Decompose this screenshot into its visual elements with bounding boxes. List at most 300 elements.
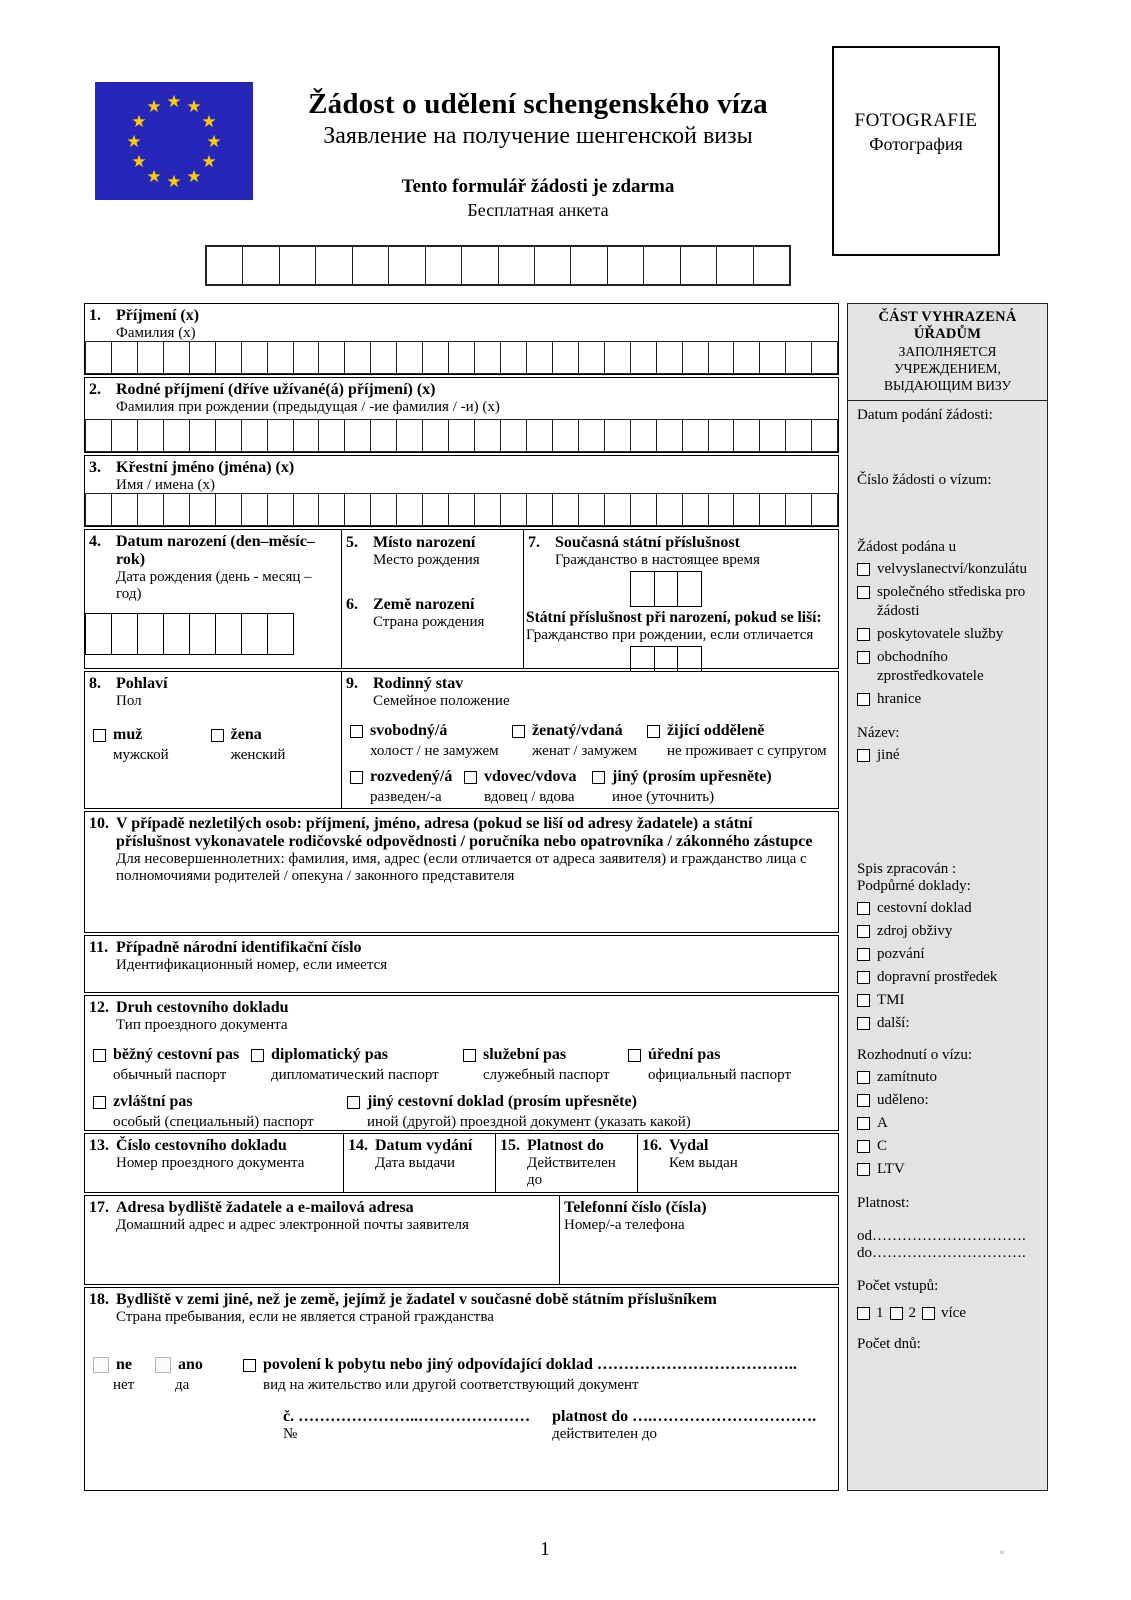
- number-of-days-label: Počet dnů:: [857, 1336, 921, 1352]
- option-label-russian: женский: [230, 747, 286, 763]
- character-cell[interactable]: [163, 614, 189, 654]
- common-centre-checkbox[interactable]: [857, 586, 870, 599]
- no-checkbox[interactable]: [93, 1357, 109, 1373]
- residence-permit-option: [243, 1356, 797, 1394]
- character-cell[interactable]: [630, 342, 656, 373]
- field-label-russian: Семейное положение: [373, 693, 510, 709]
- field-label-russian: Номер/-а телефона: [564, 1217, 685, 1233]
- character-cell[interactable]: [370, 494, 396, 525]
- official-use-sidebar: [847, 303, 1048, 1491]
- option-label: zamítnuto: [877, 1069, 937, 1085]
- option-label-russian: официальный паспорт: [648, 1067, 792, 1083]
- fields-4-7-birth-nationality: [84, 529, 839, 669]
- character-cell[interactable]: [163, 494, 189, 525]
- field-label-czech: Adresa bydliště žadatele a e-mailová adresa: [116, 1199, 414, 1216]
- nationality-at-birth-label-czech: Státní příslušnost při narození, pokud se liší:: [526, 609, 822, 626]
- field-number: 4.: [89, 533, 101, 550]
- character-cell[interactable]: [474, 494, 500, 525]
- svg-text:★: ★: [206, 132, 222, 152]
- application-number-label: Číslo žádosti o vízum:: [857, 472, 992, 488]
- character-cell[interactable]: [682, 342, 708, 373]
- visa-ltv-checkbox[interactable]: [857, 1163, 870, 1176]
- option-label-czech: ano: [178, 1356, 203, 1373]
- minors-input-area[interactable]: [85, 896, 838, 932]
- valid-from-entry[interactable]: od………………………….: [857, 1228, 1026, 1244]
- character-cell[interactable]: [630, 420, 656, 451]
- character-cell[interactable]: [241, 420, 267, 451]
- address-input-area[interactable]: [85, 1254, 559, 1284]
- birth-surname-character-boxes[interactable]: [85, 419, 838, 452]
- residence-permit-checkbox[interactable]: [243, 1359, 256, 1372]
- character-cell[interactable]: [474, 420, 500, 451]
- travel-document-checkbox[interactable]: [857, 902, 870, 915]
- lodged-option-service-provider: [857, 625, 1041, 644]
- character-cell[interactable]: [682, 494, 708, 525]
- option-label-czech: jiný (prosím upřesněte): [612, 768, 772, 785]
- refused-checkbox[interactable]: [857, 1071, 870, 1084]
- character-cell[interactable]: [604, 494, 630, 525]
- character-cell[interactable]: [656, 342, 682, 373]
- other-lodged-checkbox[interactable]: [857, 749, 870, 762]
- option-label-czech: úřední pas: [648, 1046, 721, 1063]
- character-cell[interactable]: [137, 342, 163, 373]
- option-label-russian: служебный паспорт: [483, 1067, 610, 1083]
- character-cell[interactable]: [500, 494, 526, 525]
- character-cell[interactable]: [242, 247, 278, 284]
- field-4-date-of-birth: [85, 530, 341, 668]
- embassy-checkbox[interactable]: [857, 563, 870, 576]
- commercial-intermediary-checkbox[interactable]: [857, 651, 870, 664]
- character-cell[interactable]: [552, 420, 578, 451]
- character-cell[interactable]: [759, 342, 785, 373]
- character-cell[interactable]: [163, 342, 189, 373]
- option-label: A: [877, 1115, 888, 1131]
- character-cell[interactable]: [293, 420, 319, 451]
- character-cell[interactable]: [811, 420, 837, 451]
- field-number: 11.: [89, 939, 109, 956]
- doc-option-official-passport: [628, 1046, 791, 1084]
- field-label-czech: V případě nezletilých osob: příjmení, jméno, adresa (pokud se liší od adresy žadatele) a státní příslušnost vykonavatele rodičovské odpovědnosti / poručníka nebo opatrovníka / zákonného zástupce: [116, 815, 813, 850]
- character-cell[interactable]: [352, 247, 388, 284]
- character-cell[interactable]: [785, 494, 811, 525]
- field-11-national-id: [84, 935, 839, 993]
- field-number: 9.: [346, 675, 358, 692]
- character-cell[interactable]: [279, 247, 315, 284]
- page-number: 1: [540, 1538, 550, 1560]
- border-checkbox[interactable]: [857, 693, 870, 706]
- character-cell[interactable]: [656, 494, 682, 525]
- field-number: 17.: [89, 1199, 109, 1216]
- separated-checkbox[interactable]: [647, 725, 660, 738]
- marital-option-other: [592, 768, 772, 806]
- photo-label-russian: Фотография: [869, 134, 963, 154]
- eu-flag-image: [95, 82, 253, 200]
- character-cell[interactable]: [422, 342, 448, 373]
- character-cell[interactable]: [344, 494, 370, 525]
- field-label-czech: Číslo cestovního dokladu: [116, 1137, 287, 1154]
- field-label-russian: Пол: [116, 693, 142, 709]
- character-cell[interactable]: [422, 494, 448, 525]
- character-cell[interactable]: [215, 614, 241, 654]
- field-9-marital-status: [341, 672, 838, 808]
- field-10-minors: [84, 811, 839, 933]
- option-label-russian: да: [175, 1377, 190, 1393]
- character-cell[interactable]: [86, 420, 111, 451]
- character-cell[interactable]: [370, 342, 396, 373]
- name-label: Název:: [857, 725, 900, 741]
- option-label-czech: povolení k pobytu nebo jiný odpovídající doklad ………………………………..: [263, 1356, 797, 1373]
- character-cell[interactable]: [86, 614, 111, 654]
- character-cell[interactable]: [759, 420, 785, 451]
- svg-text:★: ★: [186, 97, 202, 117]
- character-cell[interactable]: [578, 342, 604, 373]
- character-cell[interactable]: [189, 342, 215, 373]
- visa-c-checkbox[interactable]: [857, 1140, 870, 1153]
- application-date-label: Datum podání žádosti:: [857, 407, 993, 423]
- married-checkbox[interactable]: [512, 725, 525, 738]
- free-form-note-czech: Tento formulář žádosti je zdarma: [401, 176, 675, 197]
- widowed-checkbox[interactable]: [464, 771, 477, 784]
- female-checkbox[interactable]: [211, 729, 224, 742]
- character-cell[interactable]: [241, 342, 267, 373]
- character-cell[interactable]: [388, 247, 424, 284]
- field-label-russian: Место рождения: [373, 552, 480, 568]
- character-cell[interactable]: [474, 342, 500, 373]
- single-checkbox[interactable]: [350, 725, 363, 738]
- character-cell[interactable]: [370, 420, 396, 451]
- character-cell[interactable]: [811, 342, 837, 373]
- character-cell[interactable]: [708, 342, 734, 373]
- option-label-czech: muž: [113, 726, 143, 743]
- character-cell[interactable]: [578, 420, 604, 451]
- field-number: 15.: [500, 1137, 520, 1154]
- invitation-checkbox[interactable]: [857, 948, 870, 961]
- one-entry-checkbox[interactable]: [857, 1307, 870, 1320]
- field-label-czech: Datum vydání: [375, 1137, 473, 1154]
- field-8-sex: [85, 672, 341, 808]
- character-cell[interactable]: [708, 420, 734, 451]
- special-passport-checkbox[interactable]: [93, 1096, 106, 1109]
- doc-option-other-document: [347, 1093, 691, 1131]
- option-label-czech: diplomatický pas: [271, 1046, 388, 1063]
- character-cell[interactable]: [267, 494, 293, 525]
- character-cell[interactable]: [267, 614, 293, 654]
- character-cell[interactable]: [163, 420, 189, 451]
- divorced-checkbox[interactable]: [350, 771, 363, 784]
- option-label-russian: женат / замужем: [532, 743, 638, 759]
- character-cell[interactable]: [759, 494, 785, 525]
- option-label: hranice: [877, 691, 922, 707]
- character-cell[interactable]: [708, 494, 734, 525]
- character-cell[interactable]: [500, 342, 526, 373]
- character-cell[interactable]: [785, 342, 811, 373]
- field-label-russian: Дата рождения (день - месяц – год): [116, 569, 312, 602]
- character-cell[interactable]: [189, 614, 215, 654]
- visa-a-checkbox[interactable]: [857, 1117, 870, 1130]
- character-cell[interactable]: [137, 494, 163, 525]
- option-label: velvyslanectví/konzulátu: [877, 561, 1027, 577]
- character-cell[interactable]: [189, 420, 215, 451]
- decision-option-a: [857, 1114, 1041, 1133]
- character-cell[interactable]: [526, 420, 552, 451]
- character-cell[interactable]: [498, 247, 534, 284]
- character-cell[interactable]: [570, 247, 606, 284]
- field-label-russian: Страна рождения: [373, 614, 485, 630]
- svg-text:★: ★: [126, 132, 142, 152]
- lodged-option-other: [857, 746, 1041, 765]
- character-cell[interactable]: [785, 420, 811, 451]
- doc-option-travel-document: [857, 899, 1041, 918]
- field-1-surname: [84, 303, 839, 375]
- character-cell[interactable]: [267, 420, 293, 451]
- option-label-czech: ne: [116, 1356, 132, 1373]
- character-cell[interactable]: [111, 494, 137, 525]
- character-cell[interactable]: [318, 494, 344, 525]
- character-cell[interactable]: [448, 342, 474, 373]
- character-cell[interactable]: [677, 572, 701, 606]
- permit-number-label-czech: č. …………………..…………………: [283, 1408, 531, 1425]
- permit-validity-entry[interactable]: [552, 1408, 816, 1443]
- option-label: pozvání: [877, 946, 925, 962]
- other-document-checkbox[interactable]: [347, 1096, 360, 1109]
- sidebar-title-czech: ČÁST VYHRAZENÁ ÚŘADŮM: [878, 309, 1017, 342]
- character-cell[interactable]: [656, 420, 682, 451]
- marital-option-married: [512, 722, 647, 760]
- character-cell[interactable]: [811, 494, 837, 525]
- yes-checkbox[interactable]: [155, 1357, 171, 1373]
- field-number: 18.: [89, 1291, 109, 1308]
- character-cell[interactable]: [215, 342, 241, 373]
- male-checkbox[interactable]: [93, 729, 106, 742]
- field-number: 3.: [89, 459, 101, 476]
- field-label-russian: Дата выдачи: [375, 1155, 456, 1171]
- character-cell[interactable]: [753, 247, 789, 284]
- marital-option-separated: [647, 722, 827, 760]
- doc-option-special-passport: [93, 1093, 347, 1131]
- character-cell[interactable]: [425, 247, 461, 284]
- two-entries-checkbox[interactable]: [890, 1307, 903, 1320]
- character-cell[interactable]: [733, 494, 759, 525]
- option-label-czech: jiný cestovní doklad (prosím upřesněte): [367, 1093, 637, 1110]
- surname-character-boxes[interactable]: [85, 341, 838, 374]
- field-12-travel-document-type: [84, 995, 839, 1131]
- field-14-date-of-issue: [343, 1134, 495, 1192]
- field-7-nationality: [523, 530, 838, 668]
- ordinary-passport-checkbox[interactable]: [93, 1049, 106, 1062]
- field-label-czech: Křestní jméno (jména) (x): [116, 459, 295, 476]
- field-label-czech: Příjmení (x): [116, 307, 200, 324]
- character-cell[interactable]: [604, 420, 630, 451]
- character-cell[interactable]: [86, 342, 111, 373]
- character-cell[interactable]: [448, 420, 474, 451]
- field-label-czech: Vydal: [669, 1137, 709, 1154]
- field-label-russian: Кем выдан: [669, 1155, 738, 1171]
- character-cell[interactable]: [654, 572, 678, 606]
- svg-text:★: ★: [146, 167, 162, 187]
- character-cell[interactable]: [137, 614, 163, 654]
- option-label: LTV: [877, 1161, 905, 1177]
- permit-number-entry[interactable]: [283, 1408, 530, 1443]
- character-cell[interactable]: [241, 614, 267, 654]
- field-number: 14.: [348, 1137, 368, 1154]
- doc-option-invitation: [857, 945, 1041, 964]
- field-label-russian: Номер проездного документа: [116, 1155, 305, 1171]
- option-label-russian: обычный паспорт: [113, 1067, 227, 1083]
- validity-label: Platnost:: [857, 1195, 910, 1211]
- character-cell[interactable]: [207, 247, 242, 284]
- character-cell[interactable]: [111, 420, 137, 451]
- field-13-document-number: [85, 1134, 343, 1192]
- character-cell[interactable]: [396, 342, 422, 373]
- lodged-option-border: [857, 690, 1041, 709]
- character-cell[interactable]: [680, 247, 716, 284]
- nationality-at-birth-label-russian: Гражданство при рождении, если отличается: [526, 627, 814, 643]
- character-cell[interactable]: [733, 420, 759, 451]
- field-17-home-address: [85, 1196, 559, 1284]
- tmi-checkbox[interactable]: [857, 994, 870, 1007]
- character-cell[interactable]: [461, 247, 497, 284]
- marital-option-widowed: [464, 768, 592, 806]
- issued-checkbox[interactable]: [857, 1094, 870, 1107]
- character-cell[interactable]: [267, 342, 293, 373]
- character-cell[interactable]: [318, 342, 344, 373]
- character-cell[interactable]: [643, 247, 679, 284]
- sidebar-body: [848, 401, 1047, 1359]
- character-cell[interactable]: [604, 342, 630, 373]
- field-number: 2.: [89, 381, 101, 398]
- field-label-czech: Rodné příjmení (dříve užívané(á) příjmení) (x): [116, 381, 436, 398]
- field-label-russian: Фамилия при рождении (предыдущая / -ие фамилия / -и) (x): [116, 399, 500, 415]
- other-marital-checkbox[interactable]: [592, 771, 605, 784]
- option-label: více: [941, 1305, 966, 1321]
- character-cell[interactable]: [500, 420, 526, 451]
- character-cell[interactable]: [344, 420, 370, 451]
- option-label-russian: особый (специальный) паспорт: [113, 1114, 314, 1130]
- entries-options: [857, 1305, 1041, 1322]
- form-title-czech: Žádost o udělení schengenského víza: [308, 88, 768, 120]
- character-cell[interactable]: [86, 494, 111, 525]
- field-number: 8.: [89, 675, 101, 692]
- character-cell[interactable]: [293, 494, 319, 525]
- character-cell[interactable]: [215, 420, 241, 451]
- character-cell[interactable]: [448, 494, 474, 525]
- service-provider-checkbox[interactable]: [857, 628, 870, 641]
- character-cell[interactable]: [578, 494, 604, 525]
- date-of-birth-boxes[interactable]: [85, 613, 294, 655]
- decision-option-ltv: [857, 1160, 1041, 1179]
- lodged-option-embassy: [857, 560, 1041, 579]
- character-cell[interactable]: [396, 494, 422, 525]
- service-passport-checkbox[interactable]: [463, 1049, 476, 1062]
- field-label-czech: Datum narození (den–měsíc–rok): [116, 533, 315, 568]
- field-label-russian: Страна пребывания, если не является страной гражданства: [116, 1309, 494, 1325]
- file-handled-label: Spis zpracován :: [857, 861, 957, 877]
- option-label-russian: вид на жительство или другой соответствующий документ: [263, 1377, 639, 1393]
- field-label-czech: Bydliště v zemi jiné, než je země, jejímž je žadatel v současné době státním příslušníkem: [116, 1291, 717, 1308]
- main-form: [84, 303, 839, 1491]
- field-2-birth-surname: [84, 377, 839, 453]
- means-of-transport-checkbox[interactable]: [857, 971, 870, 984]
- field-label-russian: Гражданство в настоящее время: [555, 552, 760, 568]
- character-cell[interactable]: [111, 614, 137, 654]
- option-label-czech: žijící odděleně: [667, 722, 765, 739]
- national-id-input-area[interactable]: [85, 978, 838, 992]
- character-cell[interactable]: [344, 342, 370, 373]
- character-cell[interactable]: [293, 342, 319, 373]
- doc-option-service-passport: [463, 1046, 628, 1084]
- current-nationality-boxes[interactable]: [630, 571, 702, 607]
- marital-option-divorced: [350, 768, 464, 806]
- option-label-czech: ženatý/vdaná: [532, 722, 623, 739]
- option-label: 2: [908, 1305, 916, 1321]
- field-label-czech: Telefonní číslo (čísla): [564, 1199, 707, 1216]
- field-label-czech: Platnost do: [527, 1137, 604, 1154]
- option-label-czech: běžný cestovní pas: [113, 1046, 240, 1063]
- svg-text:★: ★: [131, 152, 147, 172]
- doc-option-diplomatic-passport: [251, 1046, 463, 1084]
- character-cell[interactable]: [534, 247, 570, 284]
- application-date-input-area[interactable]: [857, 424, 1041, 472]
- svg-text:★: ★: [146, 97, 162, 117]
- character-cell[interactable]: [733, 342, 759, 373]
- phone-input-area[interactable]: [560, 1254, 838, 1284]
- field-number: 7.: [528, 534, 540, 551]
- character-cell[interactable]: [215, 494, 241, 525]
- character-cell[interactable]: [396, 420, 422, 451]
- character-cell[interactable]: [716, 247, 752, 284]
- first-name-character-boxes[interactable]: [85, 493, 838, 526]
- character-cell[interactable]: [111, 342, 137, 373]
- application-number-input-area[interactable]: [857, 489, 1041, 539]
- character-cell[interactable]: [315, 247, 351, 284]
- character-cell[interactable]: [526, 494, 552, 525]
- option-label: poskytovatele služby: [877, 626, 1004, 642]
- character-cell[interactable]: [526, 342, 552, 373]
- diplomatic-passport-checkbox[interactable]: [251, 1049, 264, 1062]
- field-label-russian: Фамилия (x): [116, 325, 196, 341]
- character-cell[interactable]: [552, 342, 578, 373]
- top-character-boxes[interactable]: [205, 245, 791, 286]
- option-label: C: [877, 1138, 888, 1154]
- field-label-czech: Současná státní příslušnost: [555, 534, 740, 551]
- character-cell[interactable]: [422, 420, 448, 451]
- other-docs-checkbox[interactable]: [857, 1017, 870, 1030]
- option-label: obchodního zprostředkovatele: [877, 649, 984, 684]
- fields-8-9-sex-marital-status: [84, 671, 839, 809]
- character-cell[interactable]: [682, 420, 708, 451]
- marital-option-single: [350, 722, 512, 760]
- field-number: 6.: [346, 596, 358, 613]
- character-cell[interactable]: [189, 494, 215, 525]
- sidebar-title-russian-line1: ЗАПОЛНЯЕТСЯ: [898, 344, 997, 359]
- character-cell[interactable]: [137, 420, 163, 451]
- means-of-subsistence-checkbox[interactable]: [857, 925, 870, 938]
- svg-text:★: ★: [166, 172, 182, 192]
- field-number: 16.: [642, 1137, 662, 1154]
- character-cell[interactable]: [630, 494, 656, 525]
- field-label-russian: Домашний адрес и адрес электронной почты заявителя: [116, 1217, 469, 1233]
- character-cell[interactable]: [607, 247, 643, 284]
- character-cell[interactable]: [318, 420, 344, 451]
- multiple-entries-checkbox[interactable]: [922, 1307, 935, 1320]
- character-cell[interactable]: [241, 494, 267, 525]
- option-label-russian: иной (другой) проездной документ (указать какой): [367, 1114, 691, 1130]
- sidebar-header: [848, 304, 1047, 401]
- character-cell[interactable]: [631, 572, 654, 606]
- character-cell[interactable]: [552, 494, 578, 525]
- official-passport-checkbox[interactable]: [628, 1049, 641, 1062]
- valid-to-entry[interactable]: do………………………….: [857, 1245, 1026, 1261]
